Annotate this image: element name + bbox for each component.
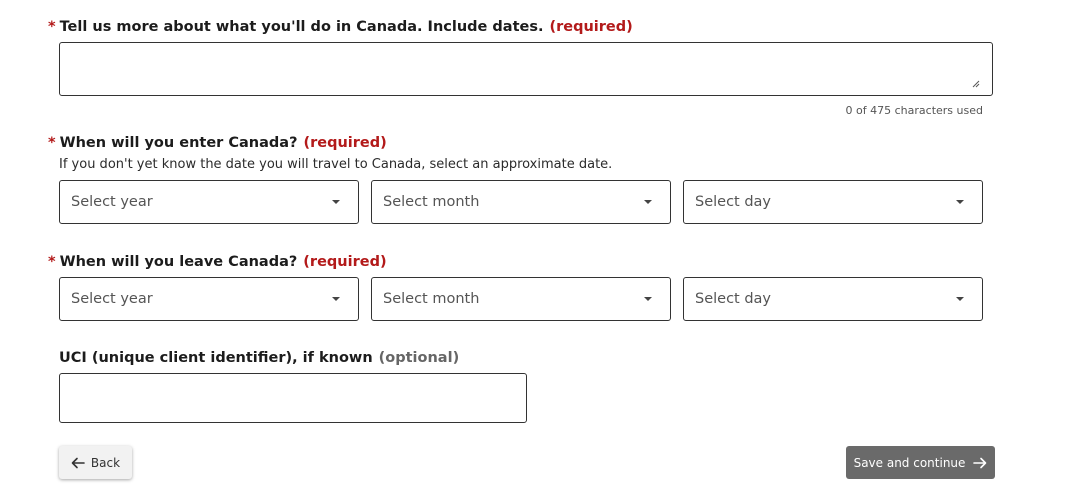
select-placeholder: Select year (71, 194, 153, 210)
leave-date-label (48, 254, 387, 270)
leave-month-select[interactable] (371, 277, 671, 321)
required-tag: (required) (303, 254, 387, 270)
required-tag: (required) (303, 135, 387, 151)
uci-input[interactable] (59, 373, 527, 423)
uci-label-text: UCI (unique client identifier), if known (59, 350, 373, 366)
enter-day-select[interactable] (683, 180, 983, 224)
required-tag: (required) (549, 19, 633, 35)
select-placeholder: Select month (383, 291, 480, 307)
arrow-left-icon (71, 457, 85, 469)
enter-year-select[interactable] (59, 180, 359, 224)
enter-date-hint: If you don't yet know the date you will travel to Canada, select an approximate date. (59, 157, 613, 172)
enter-date-label-text: When will you enter Canada? (59, 135, 298, 151)
caret-down-icon (332, 297, 340, 301)
caret-down-icon (644, 200, 652, 204)
back-button[interactable] (59, 446, 132, 479)
select-placeholder: Select day (695, 194, 772, 210)
select-placeholder: Select year (71, 291, 153, 307)
activities-label (48, 19, 633, 35)
save-button-label: Save and continue (853, 455, 966, 470)
activities-textarea[interactable] (59, 42, 993, 96)
resize-grip-icon[interactable] (972, 80, 980, 88)
required-asterisk: * (48, 254, 56, 270)
enter-month-select[interactable] (371, 180, 671, 224)
activities-label-text: Tell us more about what you'll do in Canada. Include dates. (59, 19, 544, 35)
back-button-label: Back (90, 455, 121, 470)
leave-date-label-text: When will you leave Canada? (59, 254, 298, 270)
caret-down-icon (956, 200, 964, 204)
select-placeholder: Select month (383, 194, 480, 210)
character-counter: 0 of 475 characters used (845, 104, 983, 117)
required-asterisk: * (48, 19, 56, 35)
leave-year-select[interactable] (59, 277, 359, 321)
caret-down-icon (644, 297, 652, 301)
select-placeholder: Select day (695, 291, 772, 307)
leave-day-select[interactable] (683, 277, 983, 321)
caret-down-icon (956, 297, 964, 301)
required-asterisk: * (48, 135, 56, 151)
optional-tag: (optional) (378, 350, 460, 366)
enter-date-label (48, 135, 387, 151)
save-and-continue-button[interactable] (846, 446, 995, 479)
caret-down-icon (332, 200, 340, 204)
arrow-right-icon (973, 457, 987, 469)
uci-label (59, 350, 459, 366)
